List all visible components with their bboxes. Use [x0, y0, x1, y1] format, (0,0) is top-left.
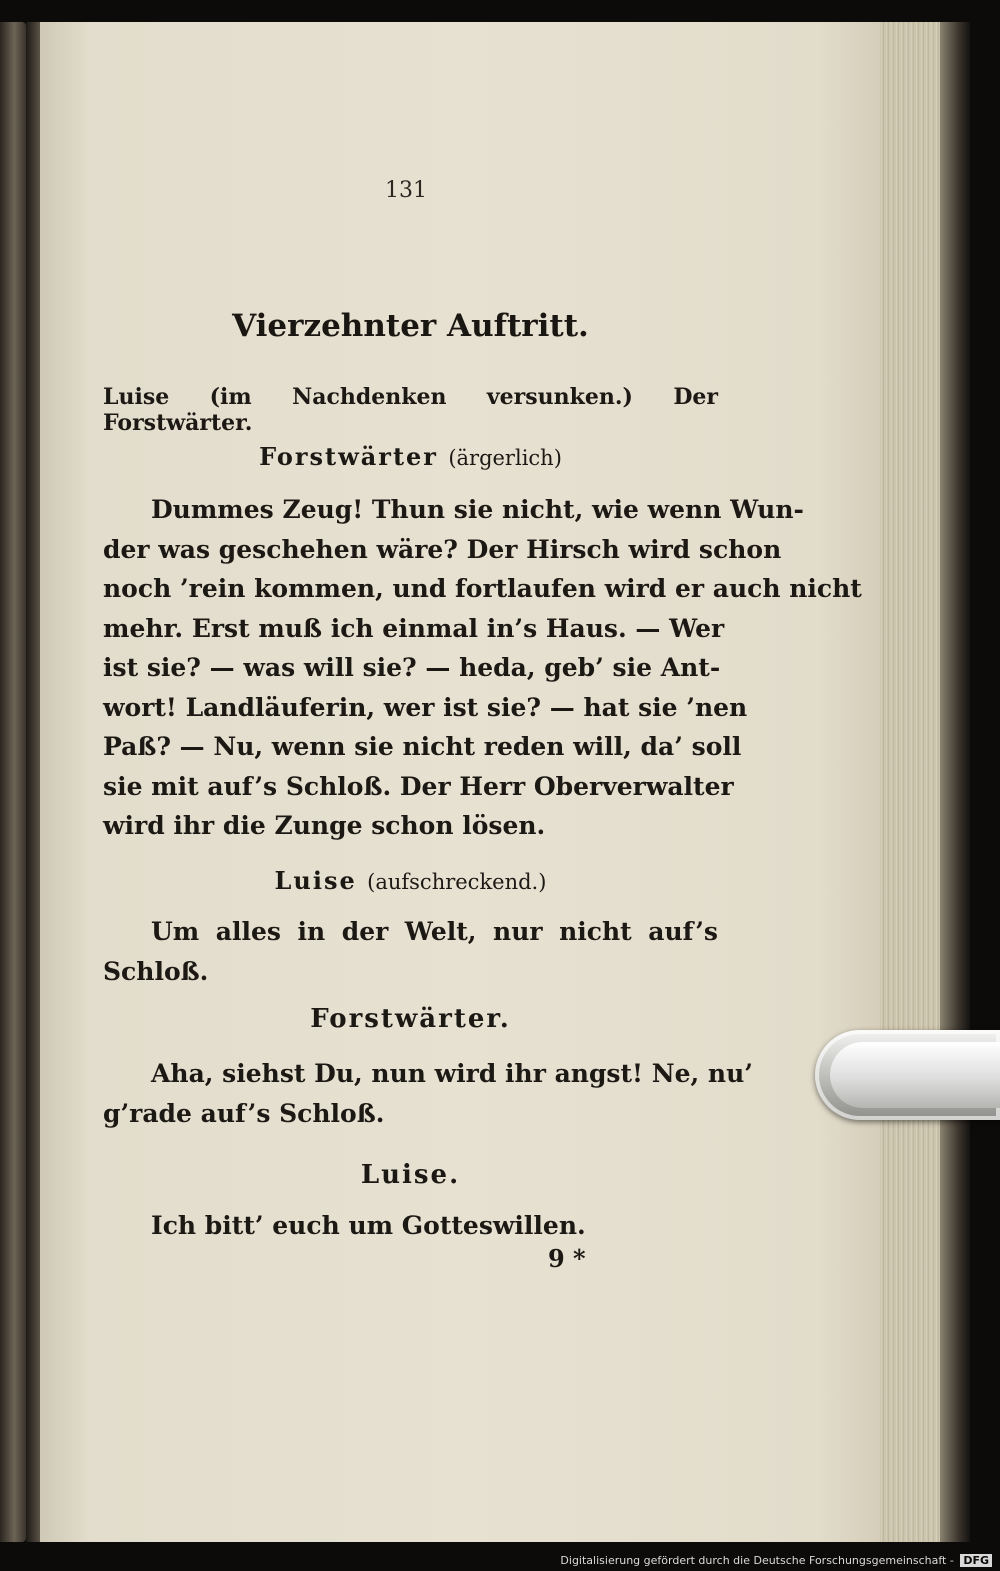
dfg-logo: DFG	[960, 1554, 992, 1567]
text-line: mehr. Erst muß ich einmal in’s Haus. — Wer	[103, 613, 725, 643]
scene-heading: Vierzehnter Auftritt.	[232, 308, 589, 344]
speech-paragraph	[103, 1206, 718, 1246]
text-line: der was geschehen wäre? Der Hirsch wird schon	[103, 534, 782, 564]
text-line: Aha, siehst Du, nun wird ihr angst! Ne, nu’	[151, 1059, 753, 1088]
text-line: g’rade auf’s Schloß.	[103, 1098, 385, 1128]
text-line: ist sie? — was will sie? — heda, geb’ sie Ant-	[103, 653, 721, 682]
left-page-edge	[0, 22, 26, 1542]
stage-direction: (ärgerlich)	[448, 446, 562, 470]
text-line: Um alles in der Welt, nur nicht auf’s	[151, 917, 718, 946]
book-cover-edge	[940, 22, 970, 1542]
cast-line: Luise (im Nachdenken versunken.) Der Forstwärter.	[103, 384, 718, 436]
speech-paragraph	[103, 490, 862, 846]
stage-direction: (aufschreckend.)	[367, 870, 547, 894]
text-line: noch ’rein kommen, und fortlaufen wird er auch nicht	[103, 574, 862, 603]
speaker-name: Forstwärter	[259, 442, 438, 471]
book-gutter	[26, 22, 40, 1542]
speaker-name: Luise.	[360, 1160, 461, 1190]
digitization-footer	[560, 1554, 992, 1567]
speech-paragraph	[103, 912, 718, 991]
page-number: 131	[385, 178, 427, 203]
text-line: wort! Landläuferin, wer ist sie? — hat sie ’nen	[103, 692, 748, 722]
speech-paragraph	[103, 1054, 753, 1133]
speaker-forstwaerter	[103, 442, 718, 471]
speaker-luise	[103, 866, 718, 895]
text-line: Ich bitt’ euch um Gotteswillen.	[151, 1211, 586, 1240]
text-line: Paß? — Nu, wenn sie nicht reden will, da’ soll	[103, 732, 742, 761]
speaker-forstwaerter	[103, 1004, 718, 1034]
speaker-name: Luise	[274, 866, 357, 895]
speaker-name: Forstwärter.	[310, 1004, 511, 1034]
signature-mark: 9 *	[548, 1244, 586, 1273]
footer-text: Digitalisierung gefördert durch die Deutsche Forschungsgemeinschaft -	[560, 1554, 954, 1567]
text-line: Dummes Zeug! Thun sie nicht, wie wenn Wun-	[151, 495, 804, 524]
text-line: sie mit auf’s Schloß. Der Herr Oberverwalter	[103, 771, 734, 801]
page-clip-highlight	[830, 1042, 1000, 1108]
speaker-luise	[103, 1160, 718, 1190]
text-line: Schloß.	[103, 956, 209, 986]
text-line: wird ihr die Zunge schon lösen.	[103, 811, 546, 840]
